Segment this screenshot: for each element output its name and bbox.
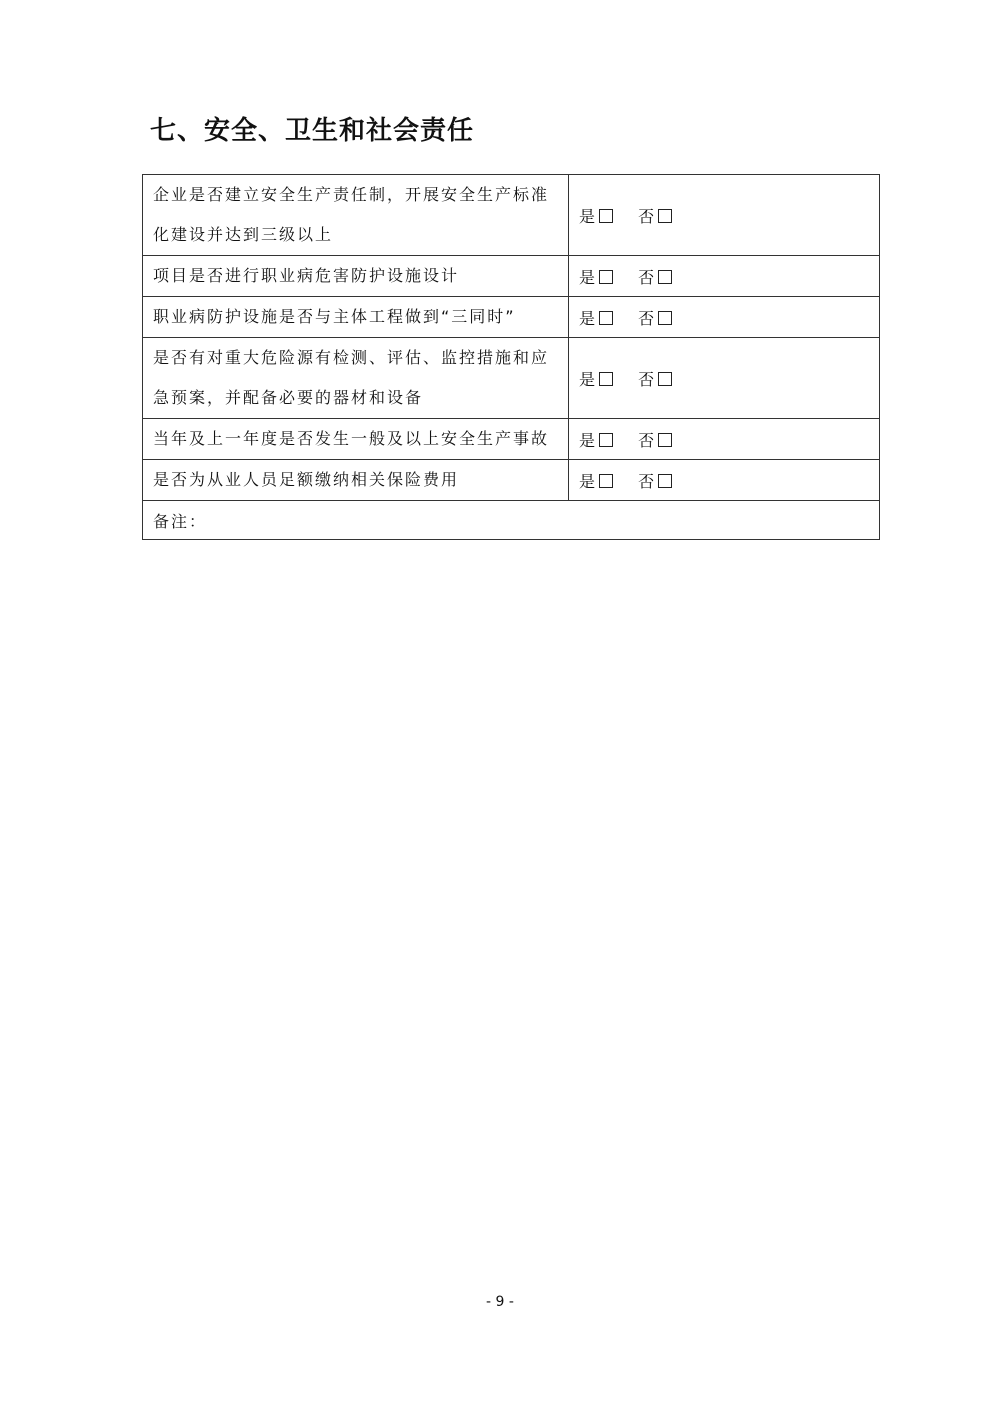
section-title: 七、安全、卫生和社会责任 [150, 116, 475, 146]
remarks-cell[interactable] [143, 501, 880, 540]
table-row [143, 175, 880, 256]
table-row [143, 460, 880, 501]
answer-cell [569, 338, 880, 419]
table-row [143, 256, 880, 297]
yes-option[interactable] [579, 428, 613, 451]
checkbox-icon[interactable] [599, 474, 613, 488]
yes-option[interactable] [579, 306, 613, 329]
yes-option[interactable] [579, 265, 613, 288]
checkbox-icon[interactable] [599, 433, 613, 447]
question-cell: 企业是否建立安全生产责任制，开展安全生产标准化建设并达到三级以上 [143, 175, 569, 256]
checkbox-icon[interactable] [599, 209, 613, 223]
no-option[interactable] [638, 204, 672, 227]
checkbox-icon[interactable] [658, 209, 672, 223]
remarks-label: 备注： [153, 511, 208, 531]
yes-label: 是 [579, 267, 598, 287]
checkbox-icon[interactable] [599, 270, 613, 284]
table-row [143, 419, 880, 460]
question-cell: 项目是否进行职业病危害防护设施设计 [143, 256, 569, 297]
answer-cell [569, 460, 880, 501]
yes-option[interactable] [579, 204, 613, 227]
yes-label: 是 [579, 369, 598, 389]
checkbox-icon[interactable] [658, 270, 672, 284]
yes-label: 是 [579, 430, 598, 450]
answer-cell [569, 256, 880, 297]
no-option[interactable] [638, 367, 672, 390]
answer-cell [569, 419, 880, 460]
no-label: 否 [638, 430, 657, 450]
yes-label: 是 [579, 308, 598, 328]
safety-checklist-table [142, 174, 880, 540]
yes-option[interactable] [579, 367, 613, 390]
no-option[interactable] [638, 265, 672, 288]
question-cell: 当年及上一年度是否发生一般及以上安全生产事故 [143, 419, 569, 460]
checkbox-icon[interactable] [658, 372, 672, 386]
no-label: 否 [638, 308, 657, 328]
answer-cell [569, 297, 880, 338]
table-row [143, 297, 880, 338]
checkbox-icon[interactable] [658, 474, 672, 488]
checkbox-icon[interactable] [658, 311, 672, 325]
answer-cell [569, 175, 880, 256]
yes-label: 是 [579, 206, 598, 226]
checkbox-icon[interactable] [599, 311, 613, 325]
yes-label: 是 [579, 471, 598, 491]
no-label: 否 [638, 369, 657, 389]
question-cell: 是否为从业人员足额缴纳相关保险费用 [143, 460, 569, 501]
no-option[interactable] [638, 428, 672, 451]
no-label: 否 [638, 267, 657, 287]
no-option[interactable] [638, 306, 672, 329]
checkbox-icon[interactable] [658, 433, 672, 447]
question-cell: 职业病防护设施是否与主体工程做到“三同时” [143, 297, 569, 338]
table-row [143, 338, 880, 419]
no-label: 否 [638, 471, 657, 491]
no-label: 否 [638, 206, 657, 226]
yes-option[interactable] [579, 469, 613, 492]
page-number: - 9 - [486, 1294, 514, 1310]
question-cell: 是否有对重大危险源有检测、评估、监控措施和应急预案，并配备必要的器材和设备 [143, 338, 569, 419]
remarks-row [143, 501, 880, 540]
no-option[interactable] [638, 469, 672, 492]
checkbox-icon[interactable] [599, 372, 613, 386]
